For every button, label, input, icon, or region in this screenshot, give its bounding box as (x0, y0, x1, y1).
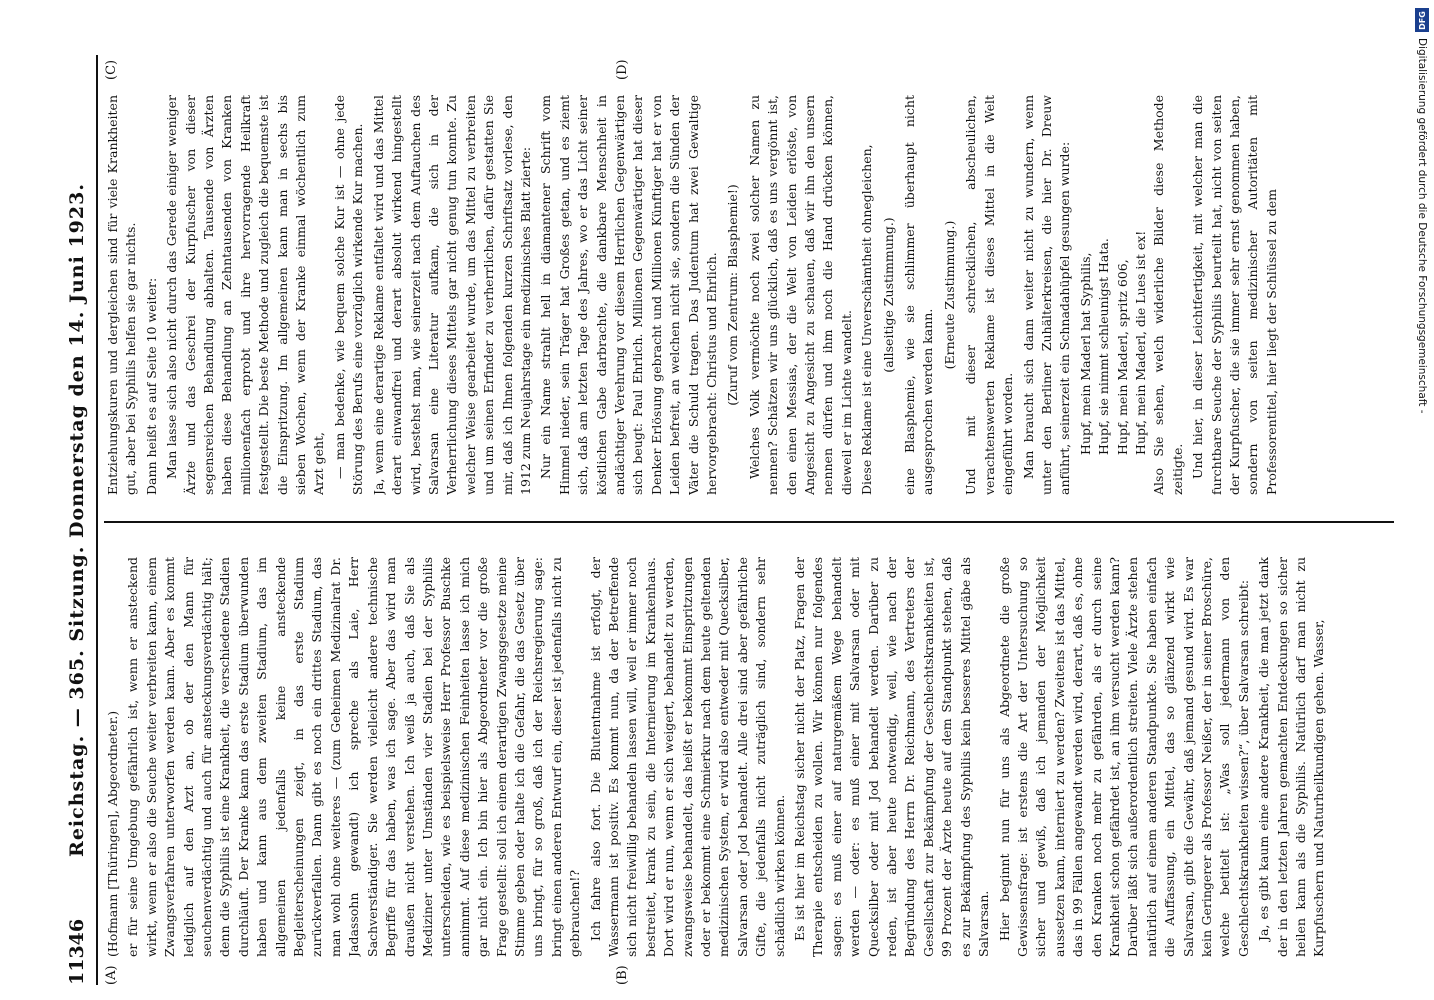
verse-line: Hupf, mein Maderl hat Syphilis, (1077, 252, 1093, 455)
running-header (60, 55, 94, 985)
quoted-paragraph: Nur ein Name strahlt hell in diamantener Schrift vom Himmel nieder, sein Träger hat Großes getan, und es ziemt sich, daß am letzten Tage des Jahres, wo er das Licht seiner köstlichen Gabe darbrachte, die dankbare Menschheit in andächtiger Verehrung vor diesem Herrlichen Gegenwärtigen sich beugt: Paul Ehrlich. Millionen Gegenwärtiger hat dieser Denker Erlösung gebracht und Millionen Künftiger hat er von Leiden befreit, an welchen nicht sie, sondern die Sünden der Väter die Schuld tragen. Das Judentum hat zwei Gewaltige hervorgebracht: Christus und Ehrlich. (538, 95, 719, 495)
column-divider (104, 521, 1394, 523)
interjection: — man bedenke, wie bequem solche Kur ist — ohne jede Störung des Berufs eine vorzüglich wirkende Kur machen. (331, 95, 366, 495)
verse-line: Hupf, mein Maderl, die Lues ist ex! (1132, 230, 1148, 455)
paragraph: Diese Reklame ist eine Unverschämtheit ohnegleichen, (859, 144, 875, 495)
dfg-logo-text: DFG (1417, 10, 1427, 30)
verse-line: Hupf, mein Maderl, spritz 606, (1114, 259, 1130, 455)
paragraph: Ja, wenn eine derartige Reklame entfaltet wird und das Mittel derart einwandfrei und derart absolut wirkend hingestellt wird, bestehst man, wie seinerzeit nach dem Auftauchen des Salvarsan eine Literatur aufkam, die sich in der Verherrlichung dieses Mittels gar nicht genug tun konnte. Zu welcher Weise gearbeitet wurde, um das Mittel zu verbreiten und um seinen Erfinder zu verherrlichen, dafür gestatten Sie mir, daß ich Ihnen folgenden kurzen Schriftsatz vorlese, den 1912 zum Neujahrstage ein medizinisches Blatt zierte: (370, 95, 533, 495)
paragraph: er für seine Umgebung gefährlich ist, wenn er ansteckend wirkt, wenn er also die Seuche weiter verbreiten kann, einem Zwangsverfahren unterworfen werden kann. Aber es kommt lediglich auf den Arzt an, ob der den Mann für seuchenverdächtig und auch für ansteckungsverdächtig hält; denn die Syphilis ist eine Krankheit, die verschiedene Stadien durchläuft. Der Kranke kann das erste Stadium überwunden haben und kann aus dem zweiten Stadium, das im allgemeinen jedenfalls keine ansteckende Begleiterscheinungen zeigt, in das erste Stadium zurückverfallen. Dann gibt es noch ein drittes Stadium, das man wohl ohne weiteres — (zum Geheimen Medizinalrat Dr. Jadassohn gewandt) ich spreche als Laie, Herr Sachverständiger. Sie werden vielleicht andere technische Begriffe für das haben, was ich sage. Aber das wird man draußen nicht verstehen. Ich weiß ja auch, daß Sie als Mediziner unter Umständen vier Stadien bei der Syphilis unterscheiden, wie es beispielsweise Herr Professor Buschke annimmt. Auf diese medizinischen Feinheiten lasse ich mich gar nicht ein. Ich bin hier als Abgeordneter vor die große Frage gestellt: soll ich einem derartigen Zwangsgesetze meine Stimme geben oder halte ich die Gefahr, die das Gesetz über uns bringt, für so groß, daß ich der Reichsregierung sage: bringt einen anderen Entwurf ein, dieser ist jedenfalls nicht zu gebrauchen!? (125, 557, 583, 957)
paragraph: Dann heißt es auf Seite 10 weiter: (143, 277, 159, 495)
margin-marker-b: (B) (615, 965, 630, 985)
left-column (104, 557, 1394, 957)
paragraph: Ich fahre also fort. Die Blutentnahme ist erfolgt, der Wassermann ist positiv. Es kommt nun, da der Betreffende sich nicht freiwillig behandeln lassen will, weil er immer noch bestreitet, krank zu sein, die Internierung im Krankenhaus. Dort wird er nun, wenn er sich weigert, behandelt zu werden, zwangsweise behandelt, das heißt er bekommt Einspritzungen oder er bekommt eine Schmierkur nach dem heute geltenden medizinischen System, er wird also entweder mit Quecksilber, Salvarsan oder Jod behandelt. Alle drei sind aber gefährliche Gifte, die jedenfalls nicht zuträglich sind, sondern sehr schädlich wirken können. (587, 557, 787, 957)
paragraph: Und hier, in dieser Leichtfertigkeit, mit welcher man die furchtbare Seuche der Syphilis beurteilt hat, nicht von seiten der Kurpfuscher, die sie immer sehr ernst genommen haben, sondern von seiten medizinischer Autoritäten mit Professorentitel, hier liegt der Schlüssel zu dem (1190, 95, 1279, 495)
paragraph: Hier beginnt nun für uns als Abgeordnete die große Gewissensfrage: ist erstens die Art der Untersuchung so sicher und gewiß, daß ich jemanden der Möglichkeit aussetzen kann, interniert zu werden? Zweitens ist das Mittel, das in 99 Fällen angewandt werden wird, derart, daß es, ohne den Kranken noch mehr zu gefährden, als er durch seine Krankheit schon gefährdet ist, an ihm versucht werden kann? Darüber läßt sich außerordentlich streiten. Viele Ärzte stehen natürlich auf einem anderen Standpunkte. Sie haben einfach die Auffassung, ein Mittel, das so glänzend wirkt wie Salvarsan, gibt die Gewähr, daß jemand gesund wird. Es war kein Geringerer als Professor Neißer, der in seiner Broschüre, welche betitelt ist: „Was soll jedermann von den Geschlechtskrankheiten wissen?“, über Salvarsan schreibt: (996, 557, 1251, 957)
margin-marker-a: (A) (104, 965, 119, 985)
heckle: (Zuruf vom Zentrum: Blasphemie!) (725, 184, 741, 406)
margin-marker-d: (D) (615, 59, 630, 80)
dfg-logo (1415, 8, 1429, 32)
digitization-sidebar (1414, 8, 1430, 992)
right-column (104, 95, 1394, 495)
margin-marker-c: (C) (104, 59, 119, 80)
paragraph: eine Blasphemie, wie sie schlimmer überhaupt nicht ausgesprochen werden kann. (902, 95, 936, 495)
quoted-paragraph: Entziehungskuren und dergleichen sind für viele Krankheiten gut, aber bei Syphilis helfen sie gar nichts. (105, 95, 139, 495)
credit-text: Digitalisierung gefördert durch die Deutsche Forschungsgemeinschaft - (1416, 38, 1428, 414)
paragraph: Und mit dieser schrecklichen, abscheulichen, verachtenswerten Reklame ist dieses Mittel in die Welt eingeführt worden. (963, 95, 1016, 495)
paragraph: Es ist hier im Reichstag sicher nicht der Platz, Fragen der Therapie entscheiden zu wollen. Wir können nur folgendes sagen: es muß einer auf naturgemäßem Wege behandelt werden — oder: es muß einer mit Salvarsan oder mit Quecksilber oder mit Jod behandelt werden. Darüber zu reden, ist aber heute notwendig, weil, wie nach der Begründung des Herrn Dr. Reichmann, des Vertreters der Gesellschaft zur Bekämpfung der Geschlechtskrankheiten ist, 99 Prozent der Ärzte heute auf dem Standpunkt stehen, daß es zur Bekämpfung des Syphilis kein besseres Mittel gäbe als Salvarsan. (792, 557, 992, 957)
header-rule (96, 55, 98, 985)
speaker-attribution: (Hofmann [Thüringen], Abgeordneter.) (105, 710, 120, 957)
credit-line (1414, 38, 1430, 938)
reaction: (Erneute Zustimmung.) (941, 220, 957, 370)
paragraph: Man braucht sich dann weiter nicht zu wundern, wenn unter den Berliner Zuhälterkreisen, die hier Dr. Dreuw anführt, seinerzeit ein Schnadahüpfel gesungen wurde: (1020, 95, 1073, 495)
rotated-page-content (60, 55, 1410, 985)
page-number: 11346 (66, 918, 88, 985)
reaction: (allseitige Zustimmung.) (880, 217, 896, 373)
quoted-paragraph: Welches Volk vermöchte noch zwei solcher Namen zu nennen? Schätzen wir uns glücklich, daß es uns vergönnt ist, den einen Messias, der die Welt von Leiden erlöste, von Angesicht zu Angesicht zu schauen, daß wir ihn den unsern nennen dürfen und ihm noch die Hand drücken können, dieweil er im Lichte wandelt. (746, 95, 854, 495)
verse-line: Hupf, sie nimmt schleunigst Hata. (1096, 238, 1112, 455)
paragraph: Also Sie sehen, welch widerliche Bilder diese Methode zeitigte. (1151, 95, 1185, 495)
page-title: Reichstag. — 365. Sitzung. Donnerstag den 14. Juni 1923. (66, 183, 88, 857)
quoted-paragraph: Man lasse sich also nicht durch das Gerede einiger weniger Ärzte und das Geschrei der Kurpfuscher von dieser segensreichen Behandlung abhalten. Tausende von Ärzten haben diese Behandlung an Zehntausenden von Kranken millionenfach erprobt und ihre hervorragende Heilkraft festgestellt. Die beste Methode und zugleich die bequemste ist die Einspritzung. Im allgemeinen kann man in sechs bis sieben Wochen, wenn der Kranke einmal wöchentlich zum Arzt geht, (164, 95, 327, 495)
quoted-paragraph: Ja, es gibt kaum eine andere Krankheit, die man jetzt dank der in den letzten Jahren gemachten Entdeckungen so sicher heilen kann als die Syphilis. Natürlich darf man nicht zu Kurpfuschern und Naturheilkundigen gehen. Wasser, (1256, 557, 1327, 957)
